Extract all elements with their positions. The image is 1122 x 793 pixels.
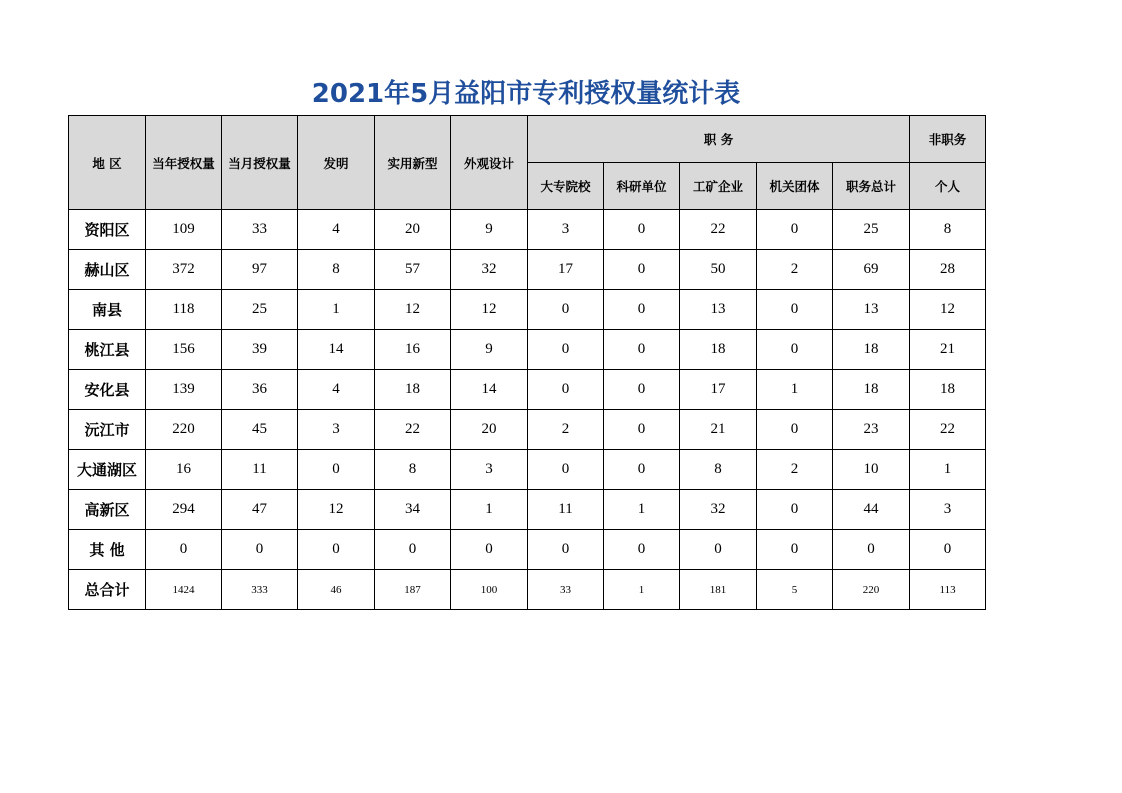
individual-cell: 21 [910,330,986,370]
individual-cell: 22 [910,410,986,450]
table-row [69,530,986,570]
invention-cell: 3 [298,410,375,450]
table-row [69,450,986,490]
header-college: 大专院校 [528,163,604,210]
utility-cell: 20 [375,210,451,250]
year-total-cell: 294 [146,490,222,530]
table-row [69,290,986,330]
individual-cell: 3 [910,490,986,530]
government-cell: 0 [757,530,833,570]
industry-cell: 32 [680,490,757,530]
duty-total-cell: 0 [833,530,910,570]
invention-cell: 0 [298,450,375,490]
header-industry: 工矿企业 [680,163,757,210]
industry-cell: 181 [680,570,757,610]
utility-cell: 12 [375,290,451,330]
college-cell: 0 [528,330,604,370]
region-cell: 资阳区 [69,210,146,250]
industry-cell: 50 [680,250,757,290]
research-cell: 0 [604,530,680,570]
table-row [69,210,986,250]
industry-cell: 22 [680,210,757,250]
header-invention: 发明 [298,116,375,210]
individual-cell: 28 [910,250,986,290]
individual-cell: 8 [910,210,986,250]
region-cell: 其 他 [69,530,146,570]
year-total-cell: 156 [146,330,222,370]
total-label-cell: 总合计 [69,570,146,610]
header-utility: 实用新型 [375,116,451,210]
invention-cell: 4 [298,370,375,410]
header-month-total: 当月授权量 [222,116,298,210]
month-total-cell: 97 [222,250,298,290]
table-row [69,410,986,450]
duty-total-cell: 10 [833,450,910,490]
year-total-cell: 220 [146,410,222,450]
utility-cell: 187 [375,570,451,610]
header-individual: 个人 [910,163,986,210]
government-cell: 0 [757,330,833,370]
individual-cell: 18 [910,370,986,410]
header-research: 科研单位 [604,163,680,210]
month-total-cell: 33 [222,210,298,250]
college-cell: 11 [528,490,604,530]
year-total-cell: 1424 [146,570,222,610]
individual-cell: 12 [910,290,986,330]
design-cell: 3 [451,450,528,490]
invention-cell: 46 [298,570,375,610]
research-cell: 0 [604,250,680,290]
government-cell: 2 [757,450,833,490]
region-cell: 大通湖区 [69,450,146,490]
invention-cell: 1 [298,290,375,330]
government-cell: 0 [757,210,833,250]
government-cell: 5 [757,570,833,610]
page-title: 2021年5月益阳市专利授权量统计表 [311,79,741,109]
individual-cell: 0 [910,530,986,570]
research-cell: 0 [604,450,680,490]
college-cell: 17 [528,250,604,290]
industry-cell: 18 [680,330,757,370]
design-cell: 1 [451,490,528,530]
utility-cell: 16 [375,330,451,370]
design-cell: 12 [451,290,528,330]
college-cell: 0 [528,450,604,490]
research-cell: 0 [604,210,680,250]
design-cell: 20 [451,410,528,450]
patent-stats-table [68,115,986,610]
year-total-cell: 372 [146,250,222,290]
invention-cell: 8 [298,250,375,290]
invention-cell: 12 [298,490,375,530]
government-cell: 1 [757,370,833,410]
design-cell: 9 [451,210,528,250]
month-total-cell: 39 [222,330,298,370]
design-cell: 0 [451,530,528,570]
individual-cell: 113 [910,570,986,610]
government-cell: 2 [757,250,833,290]
invention-cell: 0 [298,530,375,570]
year-total-cell: 16 [146,450,222,490]
header-government: 机关团体 [757,163,833,210]
region-cell: 桃江县 [69,330,146,370]
year-total-cell: 139 [146,370,222,410]
header-region: 地 区 [69,116,146,210]
region-cell: 安化县 [69,370,146,410]
region-cell: 赫山区 [69,250,146,290]
duty-total-cell: 220 [833,570,910,610]
government-cell: 0 [757,290,833,330]
year-total-cell: 109 [146,210,222,250]
month-total-cell: 47 [222,490,298,530]
month-total-cell: 25 [222,290,298,330]
research-cell: 1 [604,490,680,530]
research-cell: 0 [604,370,680,410]
region-cell: 高新区 [69,490,146,530]
research-cell: 0 [604,290,680,330]
government-cell: 0 [757,490,833,530]
government-cell: 0 [757,410,833,450]
utility-cell: 34 [375,490,451,530]
research-cell: 0 [604,330,680,370]
month-total-cell: 45 [222,410,298,450]
header-year-total: 当年授权量 [146,116,222,210]
utility-cell: 0 [375,530,451,570]
header-design: 外观设计 [451,116,528,210]
header-duty-group: 职 务 [528,116,910,163]
table-row [69,370,986,410]
duty-total-cell: 18 [833,370,910,410]
utility-cell: 57 [375,250,451,290]
header-non-duty-group: 非职务 [910,116,986,163]
year-total-cell: 0 [146,530,222,570]
research-cell: 1 [604,570,680,610]
total-row [69,570,986,610]
utility-cell: 18 [375,370,451,410]
region-cell: 沅江市 [69,410,146,450]
table-row [69,330,986,370]
invention-cell: 4 [298,210,375,250]
duty-total-cell: 23 [833,410,910,450]
utility-cell: 8 [375,450,451,490]
college-cell: 0 [528,290,604,330]
research-cell: 0 [604,410,680,450]
college-cell: 3 [528,210,604,250]
college-cell: 0 [528,530,604,570]
month-total-cell: 0 [222,530,298,570]
year-total-cell: 118 [146,290,222,330]
invention-cell: 14 [298,330,375,370]
industry-cell: 8 [680,450,757,490]
duty-total-cell: 44 [833,490,910,530]
design-cell: 9 [451,330,528,370]
design-cell: 100 [451,570,528,610]
month-total-cell: 333 [222,570,298,610]
month-total-cell: 36 [222,370,298,410]
table-row [69,250,986,290]
header-duty-total: 职务总计 [833,163,910,210]
table-row [69,490,986,530]
college-cell: 2 [528,410,604,450]
design-cell: 14 [451,370,528,410]
individual-cell: 1 [910,450,986,490]
utility-cell: 22 [375,410,451,450]
duty-total-cell: 13 [833,290,910,330]
industry-cell: 0 [680,530,757,570]
industry-cell: 13 [680,290,757,330]
region-cell: 南县 [69,290,146,330]
industry-cell: 21 [680,410,757,450]
duty-total-cell: 69 [833,250,910,290]
design-cell: 32 [451,250,528,290]
industry-cell: 17 [680,370,757,410]
duty-total-cell: 25 [833,210,910,250]
duty-total-cell: 18 [833,330,910,370]
month-total-cell: 11 [222,450,298,490]
college-cell: 0 [528,370,604,410]
college-cell: 33 [528,570,604,610]
